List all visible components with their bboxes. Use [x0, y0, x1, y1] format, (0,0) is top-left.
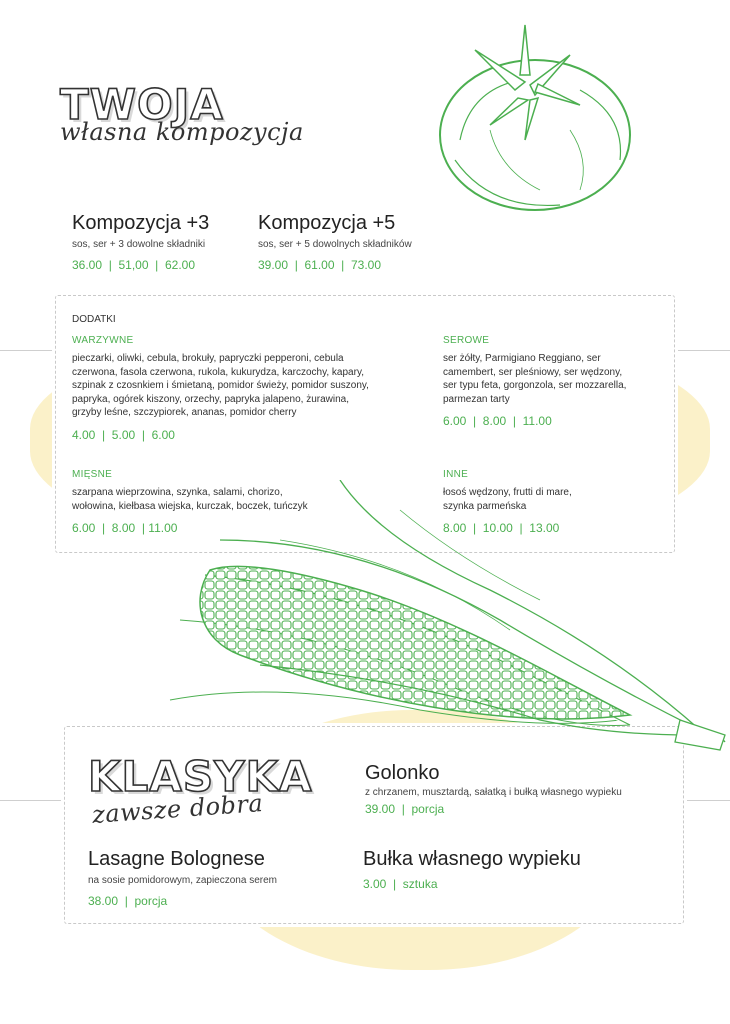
- composition-desc: sos, ser + 3 dowolne składniki: [72, 239, 206, 250]
- section-subtitle-klasyka: zawsze dobra: [91, 789, 265, 829]
- section-title-twoja: TWOJA: [60, 80, 224, 129]
- corn-illustration: [160, 480, 730, 760]
- group-prices: 8.00 | 10.00 | 13.00: [443, 521, 560, 535]
- dish-price: 39.00 | porcja: [365, 802, 445, 816]
- group-line: ser żółty, Parmigiano Reggiano, ser: [443, 353, 601, 364]
- dish-golonko: [365, 762, 675, 816]
- group-items: [72, 352, 412, 420]
- dish-name: Bułka własnego wypieku: [363, 848, 581, 870]
- group-label: MIĘSNE: [72, 469, 113, 480]
- composition-prices: 36.00 | 51,00 | 62.00: [72, 258, 195, 272]
- composition-name: Kompozycja +3: [72, 212, 210, 234]
- dish-price: 3.00 | sztuka: [363, 877, 438, 891]
- group-items: [443, 352, 663, 406]
- composition-name: Kompozycja +5: [258, 212, 396, 234]
- group-line: łosoś wędzony, frutti di mare,: [443, 487, 572, 498]
- dish-price: 38.00 | porcja: [88, 894, 168, 908]
- group-prices: 6.00 | 8.00 | 11.00: [443, 414, 552, 428]
- group-prices: 6.00 | 8.00 | 11.00: [72, 521, 178, 535]
- group-line: pieczarki, oliwki, cebula, brokuły, papryczki pepperoni, cebula: [72, 353, 344, 364]
- group-line: ser typu feta, gorgonzola, ser mozzarella,: [443, 380, 627, 391]
- dish-desc: na sosie pomidorowym, zapieczona serem: [88, 875, 277, 886]
- group-line: czerwona, fasola czerwona, rukola, kukurydza, karczochy, kapary,: [72, 366, 364, 378]
- dish-name: Golonko: [365, 762, 440, 784]
- tomato-illustration: [430, 20, 640, 220]
- group-warzywne: [72, 335, 412, 442]
- composition-plus-5: [258, 212, 458, 272]
- group-label: INNE: [443, 469, 469, 480]
- group-line: szynka parmeńska: [443, 500, 527, 512]
- dish-bulka: [363, 848, 673, 891]
- dish-desc: z chrzanem, musztardą, sałatką i bułką własnego wypieku: [365, 787, 622, 798]
- composition-prices: 39.00 | 61.00 | 73.00: [258, 258, 381, 272]
- group-line: parmezan tarty: [443, 393, 510, 405]
- composition-desc: sos, ser + 5 dowolnych składników: [258, 239, 412, 250]
- group-line: papryka, ogórek kiszony, orzechy, papryka jalapeno, żurawina,: [72, 393, 349, 405]
- group-label: WARZYWNE: [72, 335, 134, 346]
- dish-name: Lasagne Bolognese: [88, 848, 265, 870]
- group-label: SEROWE: [443, 335, 490, 346]
- dish-lasagne: [88, 848, 358, 908]
- group-line: wołowina, kiełbasa wiejska, kurczak, boczek, tuńczyk: [72, 500, 308, 512]
- group-line: szpinak z czosnkiem i śmietaną, pomidor świeży, pomidor suszony,: [72, 380, 369, 391]
- section-subtitle-twoja: własna kompozycja: [60, 118, 304, 146]
- composition-plus-3: [72, 212, 252, 272]
- section-title-klasyka: KLASYKA: [88, 752, 313, 801]
- group-line: grzyby leśne, szczypiorek, ananas, pomidor cherry: [72, 407, 297, 418]
- group-prices: 4.00 | 5.00 | 6.00: [72, 427, 175, 442]
- dodatki-title: DODATKI: [72, 314, 116, 325]
- group-line: camembert, ser pleśniowy, ser wędzony,: [443, 366, 623, 378]
- group-line: szarpana wieprzowina, szynka, salami, chorizo,: [72, 487, 283, 498]
- group-serowe: [443, 335, 663, 428]
